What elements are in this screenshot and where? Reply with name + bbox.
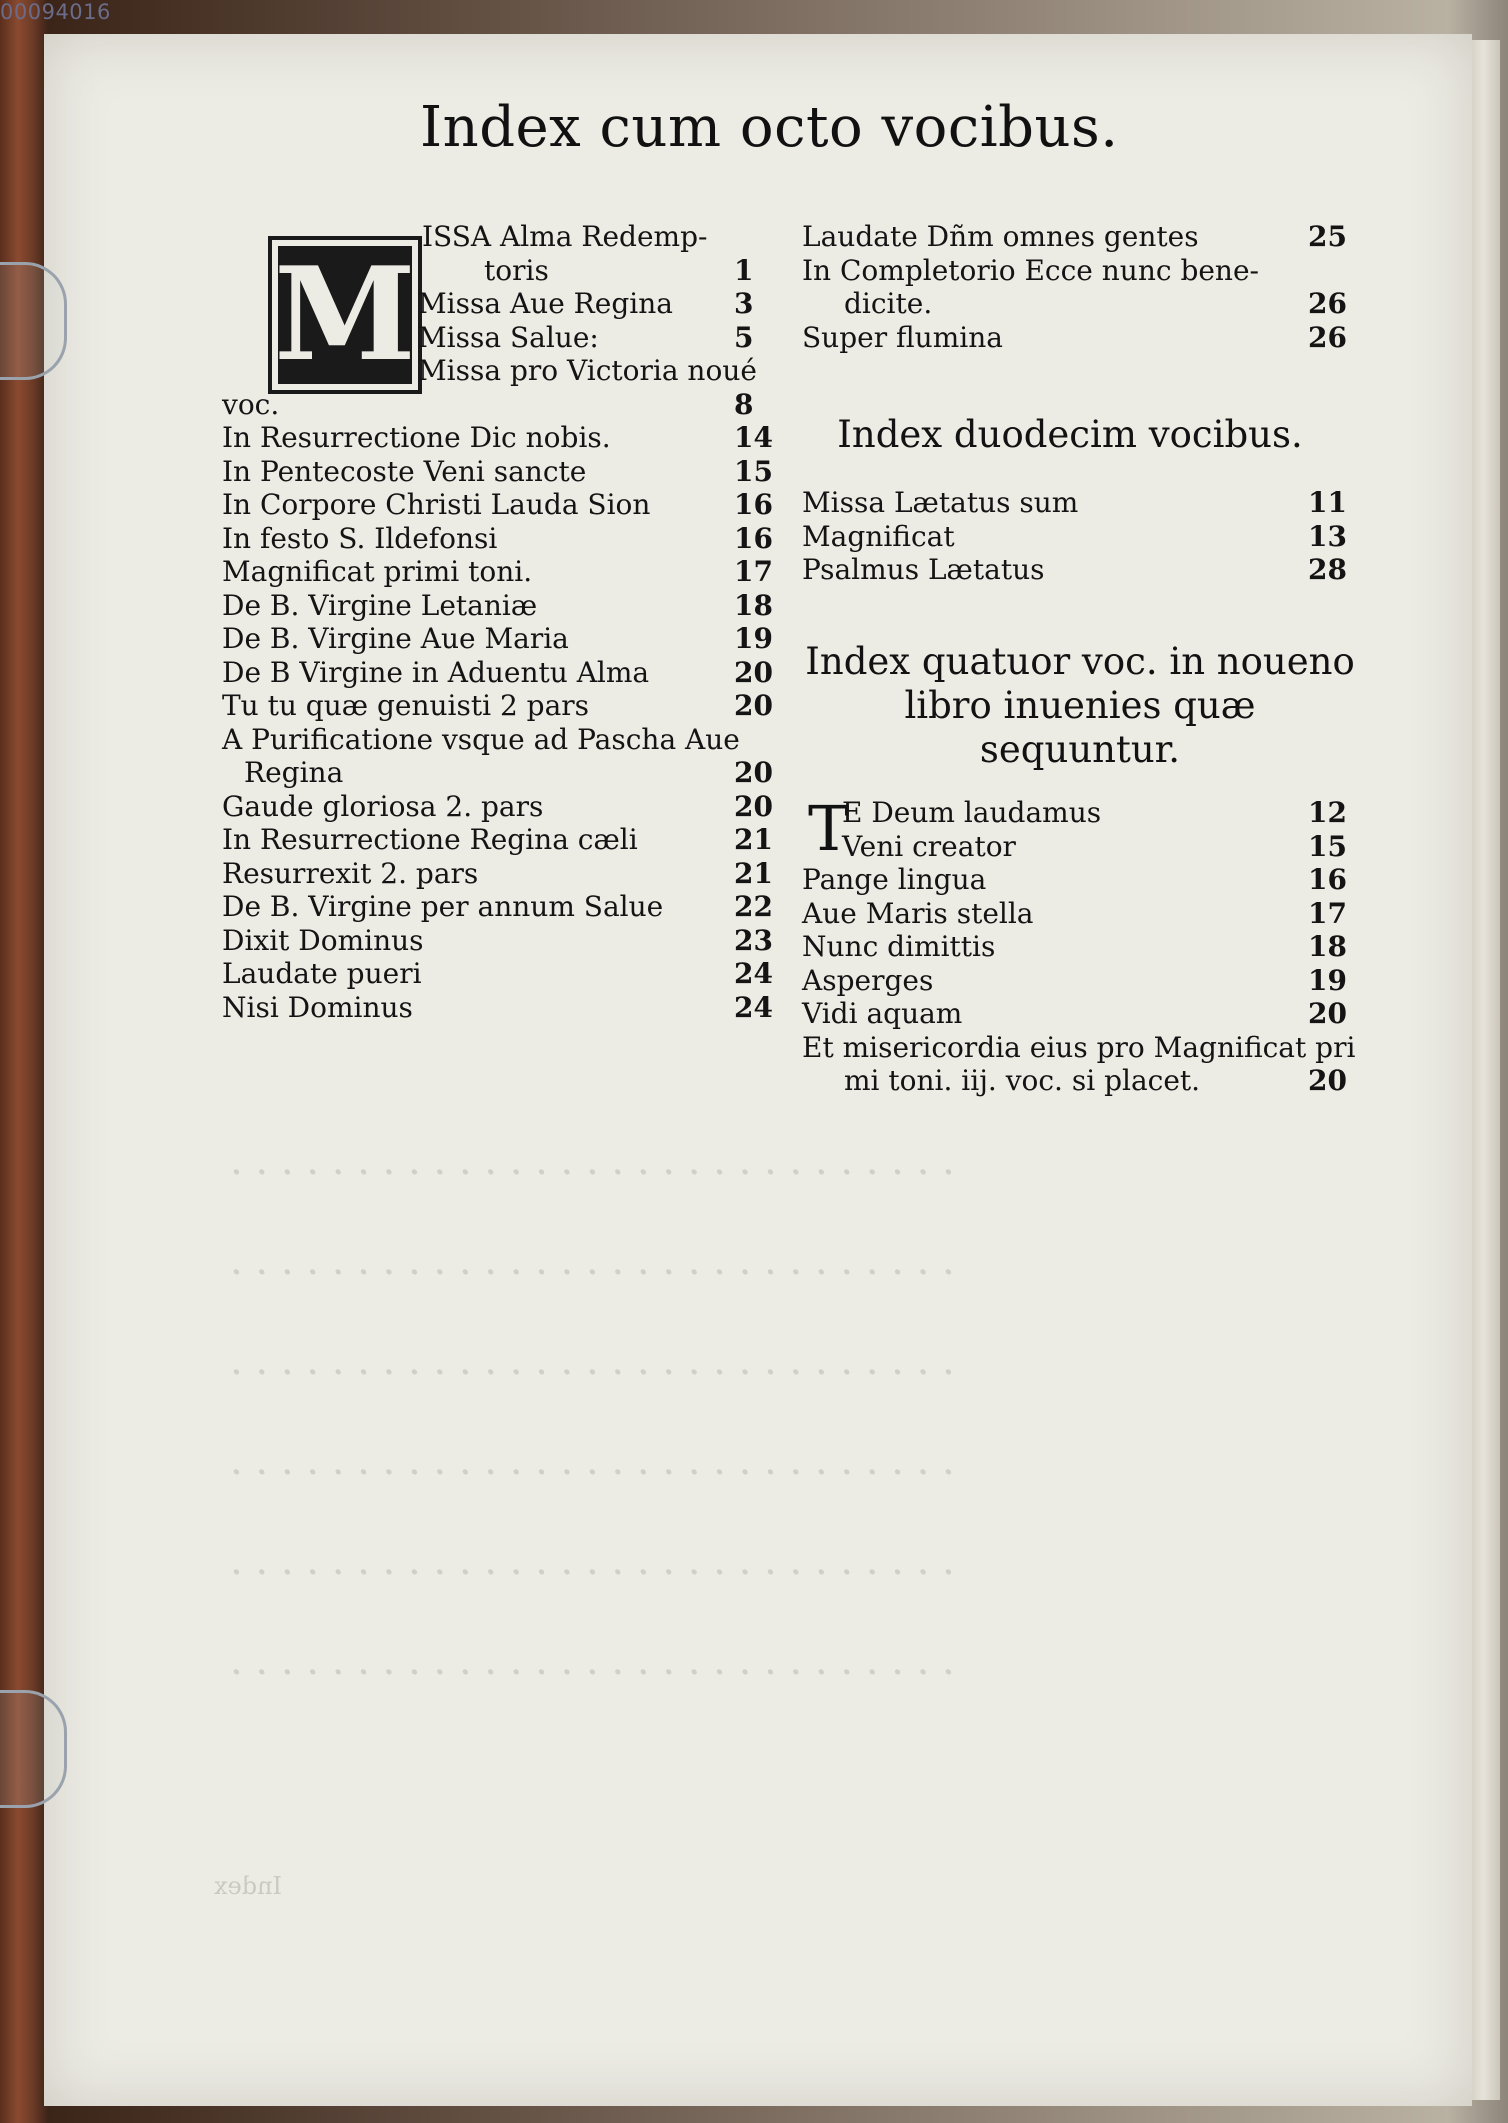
entry-page-number: 24 <box>734 957 773 990</box>
entry-title: toris <box>484 253 549 287</box>
entry-page-number: 25 <box>1308 220 1347 253</box>
entry-title: Resurrexit 2. pars <box>222 856 479 890</box>
entry-title: De B. Virgine Letaniæ <box>222 588 538 622</box>
entry-title: Regina <box>244 756 344 789</box>
page-title: Index cum octo vocibus. <box>420 95 1119 160</box>
entry-page-number: 28 <box>1308 553 1347 586</box>
heading-four-line: sequuntur. <box>979 728 1181 771</box>
entry-title: Missa Salue: <box>418 320 599 354</box>
index-entry <box>222 756 782 790</box>
entry-page-number: 14 <box>734 421 773 454</box>
index-entry <box>222 287 782 321</box>
entry-title: In Resurrectione Regina cæli <box>222 823 638 856</box>
index-entry <box>222 589 782 623</box>
bleed-through-text: · · · · · · · · · · · · · · · · · · · · · · · · · · · · · <box>230 1350 955 1396</box>
index-entry <box>222 555 782 589</box>
entry-title: Laudate pueri <box>222 957 422 990</box>
entry-title: In Resurrectione Dic nobis. <box>222 421 611 454</box>
entry-page-number: 20 <box>734 756 773 789</box>
entry-page-number: 20 <box>734 689 773 722</box>
entry-title: Nunc dimittis <box>802 930 996 963</box>
index-entry <box>802 1064 1362 1098</box>
index-entry <box>222 488 782 522</box>
index-entry <box>222 723 782 757</box>
index-entry <box>222 354 782 388</box>
entry-page-number: 19 <box>734 622 773 655</box>
entry-page-number: 20 <box>1308 1064 1347 1097</box>
entry-page-number: 17 <box>1308 896 1347 930</box>
entry-title: Super flumina <box>802 320 1003 354</box>
index-entry <box>802 796 1362 830</box>
heading-four-voices <box>800 640 1360 772</box>
decorated-initial-m: M <box>268 236 422 394</box>
index-entry <box>222 991 782 1025</box>
bleed-through-text: · · · · · · · · · · · · · · · · · · · · · · · · · · · · · <box>230 1650 955 1696</box>
index-entry <box>802 964 1362 998</box>
heading-twelve-voices: Index duodecim vocibus. <box>837 413 1303 456</box>
entry-page-number: 16 <box>734 488 773 521</box>
clip-icon <box>0 262 67 380</box>
index-entry <box>802 863 1362 897</box>
index-entry <box>222 689 782 723</box>
entry-page-number: 16 <box>734 521 773 555</box>
index-entry <box>802 287 1362 321</box>
entry-page-number: 11 <box>1308 486 1347 519</box>
entry-page-number: 20 <box>734 789 773 823</box>
entry-page-number: 21 <box>734 823 773 856</box>
index-entry <box>222 455 782 489</box>
bleed-through-text: · · · · · · · · · · · · · · · · · · · · · · · · · · · · · <box>230 1250 955 1296</box>
entry-page-number: 3 <box>734 287 754 320</box>
index-entry <box>222 957 782 991</box>
entry-page-number: 13 <box>1308 519 1347 553</box>
entry-title: Dixit Dominus <box>222 923 424 957</box>
bleed-through-label: Index <box>214 1872 283 1900</box>
index-entry <box>802 321 1362 355</box>
bleed-through-text: · · · · · · · · · · · · · · · · · · · · · · · · · · · · · <box>230 1150 955 1196</box>
index-entry <box>222 254 782 288</box>
entry-title: Missa Aue Regina <box>418 287 673 320</box>
entry-page-number: 1 <box>734 253 754 287</box>
entry-page-number: 8 <box>734 387 754 421</box>
entry-page-number: 20 <box>734 655 773 689</box>
entry-page-number: 18 <box>1308 930 1347 963</box>
index-entry <box>222 388 782 422</box>
entry-title: Magnificat primi toni. <box>222 555 533 588</box>
twelve-voice-list <box>802 486 1362 587</box>
entry-title: In Pentecoste Veni sancte <box>222 454 587 488</box>
initial-t: T <box>808 792 850 865</box>
entry-title: Asperges <box>802 963 934 997</box>
entry-title: dicite. <box>844 287 933 320</box>
index-entry <box>222 622 782 656</box>
entry-title: In festo S. Ildefonsi <box>222 521 498 555</box>
entry-page-number: 19 <box>1308 963 1347 997</box>
entry-page-number: 17 <box>734 555 773 588</box>
entry-page-number: 21 <box>734 856 773 890</box>
heading-four-line: libro inuenies quæ <box>904 684 1256 727</box>
entry-page-number: 12 <box>1308 796 1347 829</box>
page-edge <box>1472 40 1500 2100</box>
entry-title: A Purificatione vsque ad Pascha Aue <box>222 722 740 756</box>
entry-title: Et misericordia eius pro Magnificat pri <box>802 1030 1356 1064</box>
entry-title: E Deum laudamus <box>842 796 1102 829</box>
entry-title: Missa pro Victoria noué <box>418 354 757 387</box>
index-entry <box>222 220 782 254</box>
index-entry <box>222 823 782 857</box>
index-entry <box>222 890 782 924</box>
bleed-through-text: · · · · · · · · · · · · · · · · · · · · · · · · · · · · · <box>230 1550 955 1596</box>
entry-page-number: 16 <box>1308 863 1347 896</box>
entry-page-number: 22 <box>734 890 773 923</box>
index-entry <box>802 1031 1362 1065</box>
entry-page-number: 26 <box>1308 287 1347 320</box>
four-voice-list <box>802 792 1362 1098</box>
entry-title: Magnificat <box>802 519 955 553</box>
clip-icon <box>0 1690 67 1808</box>
left-index-column <box>222 220 782 1024</box>
entry-title: De B. Virgine Aue Maria <box>222 622 569 655</box>
entry-page-number: 26 <box>1308 320 1347 354</box>
right-index-top <box>802 220 1362 354</box>
entry-page-number: 20 <box>1308 997 1347 1030</box>
index-entry <box>802 830 1362 864</box>
index-entry <box>222 924 782 958</box>
entry-title: ISSA Alma Redemp- <box>422 220 708 253</box>
index-entry <box>802 930 1362 964</box>
entry-title: De B Virgine in Aduentu Alma <box>222 655 650 689</box>
entry-title: Vidi aquam <box>802 997 963 1030</box>
entry-title: Veni creator <box>842 829 1016 863</box>
entry-title: Tu tu quæ genuisti 2 pars <box>222 689 590 722</box>
entry-title: In Completorio Ecce nunc bene- <box>802 253 1259 287</box>
entry-title: Nisi Dominus <box>222 990 413 1024</box>
entry-title: De B. Virgine per annum Salue <box>222 890 664 923</box>
entry-page-number: 23 <box>734 923 773 957</box>
entry-title: Aue Maris stella <box>802 896 1034 930</box>
index-entry <box>222 321 782 355</box>
entry-title: Gaude gloriosa 2. pars <box>222 789 544 823</box>
index-entry <box>222 790 782 824</box>
entry-title: In Corpore Christi Lauda Sion <box>222 488 651 521</box>
index-entry <box>802 997 1362 1031</box>
index-entry <box>222 522 782 556</box>
entry-page-number: 5 <box>734 320 754 354</box>
archive-id: 00094016 <box>0 0 111 24</box>
entry-page-number: 24 <box>734 990 773 1024</box>
index-entry <box>802 486 1362 520</box>
index-entry <box>802 220 1362 254</box>
heading-four-line: Index quatuor voc. in noueno <box>805 640 1355 683</box>
bleed-through-text: · · · · · · · · · · · · · · · · · · · · · · · · · · · · · <box>230 1450 955 1496</box>
index-entry <box>222 857 782 891</box>
entry-title: Missa Lætatus sum <box>802 486 1079 519</box>
index-entry <box>222 421 782 455</box>
entry-title: mi toni. iij. voc. si placet. <box>844 1064 1201 1097</box>
index-entry <box>802 520 1362 554</box>
entry-title: Psalmus Lætatus <box>802 553 1045 586</box>
index-entry <box>802 553 1362 587</box>
entry-title: voc. <box>222 387 280 421</box>
index-entry <box>802 254 1362 288</box>
entry-title: Laudate Dñm omnes gentes <box>802 220 1199 253</box>
entry-title: Pange lingua <box>802 863 987 896</box>
entry-page-number: 15 <box>734 454 773 488</box>
entry-page-number: 15 <box>1308 829 1347 863</box>
index-entry <box>802 897 1362 931</box>
entry-page-number: 18 <box>734 588 773 622</box>
index-entry <box>222 656 782 690</box>
